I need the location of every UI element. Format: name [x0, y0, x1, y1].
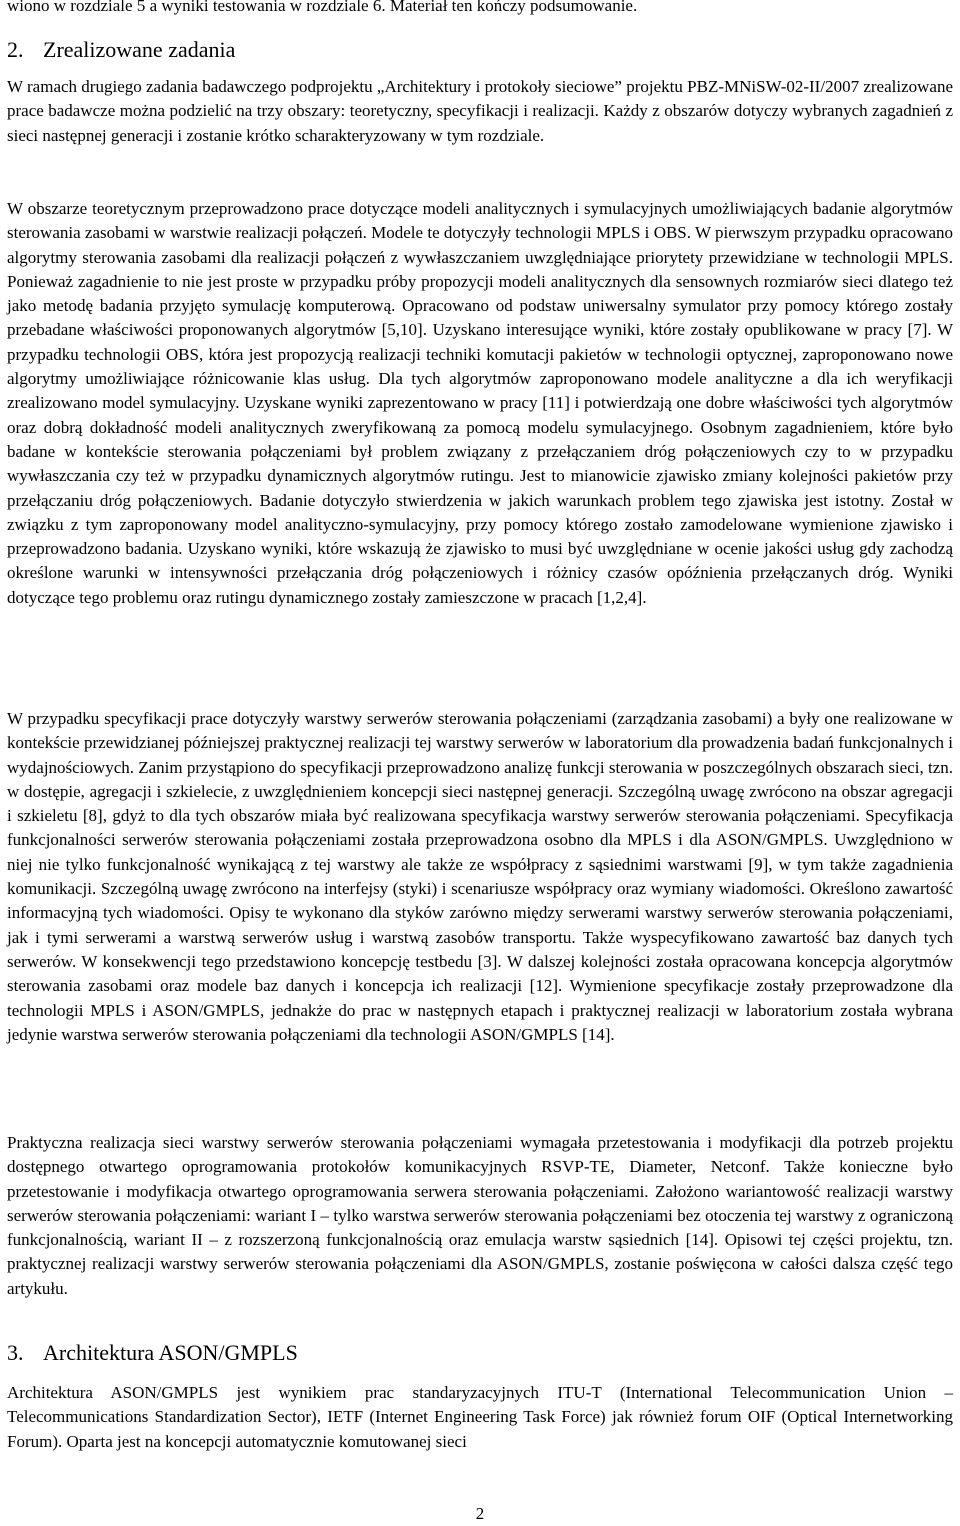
section-2-title: Zrealizowane zadania [43, 37, 236, 62]
document-page [7, 0, 953, 1526]
section-2-paragraph-4: Praktyczna realizacja sieci warstwy serwerów sterowania połączeniami wymagała przetestowania i modyfikacji dla potrzeb projektu dostępnego otwartego oprogramowania protokołów komunikacyjnych RSVP-TE, Diameter, Netconf. Także konieczne było przetestowanie i modyfikacja otwartego oprogramowania serwera sterowania połączeniami. Założono wariantowość realizacji warstwy serwerów sterowania połączeniami: wariant I – tylko warstwa serwerów sterowania połączeniami bez otoczenia tej warstwy z ograniczoną funkcjonalnością, wariant II – z rozszerzoną funkcjonalnością oraz emulacja warstw sąsiednich [14]. Opisowi tej części projektu, tzn. praktycznej realizacji warstwy serwerów sterowania połączeniami dla ASON/GMPLS, zostanie poświęcona w całości dalsza część tego artykułu. [7, 1133, 953, 1298]
continuation-paragraph: wiono w rozdziale 5 a wyniki testowania w rozdziale 6. Materiał ten kończy podsumowanie. [7, 0, 638, 15]
section-3-paragraph: Architektura ASON/GMPLS jest wynikiem prac standaryzacyjnych ITU-T (International Telecommunication Union – Telecommunications Standardization Sector), IETF (Internet Engineering Task Force) jak również forum OIF (Optical Internetworking Forum). Oparta jest na koncepcji automatycznie komutowanej sieci [7, 1383, 953, 1451]
section-2-paragraph-2: W obszarze teoretycznym przeprowadzono prace dotyczące modeli analitycznych i symulacyjnych umożliwiających badanie algorytmów sterowania zasobami w warstwie realizacji połączeń. Modele te dotyczyły technologii MPLS i OBS. W pierwszym przypadku opracowano algorytmy sterowania zasobami dla realizacji połączeń z wywłaszczaniem uwzględniające priorytety przewidziane w technologii MPLS. Ponieważ zagadnienie to nie jest proste w przypadku próby propozycji modeli analitycznych dla sensownych rozmiarów sieci dlatego też jako metodę badania przyjęto symulację komputerową. Opracowano od podstaw uniwersalny symulator przy pomocy którego zostały przebadane właściwości proponowanych algorytmów [5,10]. Uzyskano interesujące wyniki, które zostały opublikowane w pracy [7]. W przypadku technologii OBS, która jest propozycją realizacji techniki komutacji pakietów w technologii optycznej, zaproponowano nowe algorytmy umożliwiające różnicowanie klas usług. Dla tych algorytmów zaproponowano modele analityczne a dla ich weryfikacji zrealizowano model symulacyjny. Uzyskane wyniki zaprezentowano w pracy [11] i potwierdzają one dobre właściwości tych algorytmów oraz dobrą dokładność modeli analitycznych zweryfikowaną za pomocą modelu symulacyjnego. Osobnym zagadnieniem, które było badane w kontekście sterowania połączeniami był problem związany z przełączaniem dróg połączeniowych czy to w przypadku wywłaszczania czy też w przypadku dynamicznych algorytmów rutingu. Jest to mianowicie zjawisko zmiany kolejności pakietów przy przełączaniu dróg połączeniowych. Badanie dotyczyło stwierdzenia w jakich warunkach problem tego zjawiska jest istotny. Został w związku z tym zaproponowany model analityczno-symulacyjny, przy pomocy którego zostało zamodelowane wymienione zjawisko i przeprowadzono badania. Uzyskano wyniki, które wskazują że zjawisko to musi być uwzględniane w ocenie jakości usług gdy zachodzą określone warunki w intensywności przełączania dróg połączeniowych i różnicy czasów opóźnienia przełączanych dróg. Wyniki dotyczące tego problemu oraz rutingu dynamicznego zostały zamieszczone w pracach [1,2,4]. [7, 199, 953, 607]
section-3-number: 3. [7, 1340, 24, 1365]
section-2-paragraph-3: W przypadku specyfikacji prace dotyczyły warstwy serwerów sterowania połączeniami (zarządzania zasobami) a były one realizowane w kontekście przewidzianej późniejszej praktycznej realizacji tej warstwy serwerów w laboratorium dla prowadzenia badań funkcjonalnych i wydajnościowych. Zanim przystąpiono do specyfikacji przeprowadzono analizę funkcji sterowania w poszczególnych obszarach sieci, tzn. w dostępie, agregacji i szkielecie, z uwzględnieniem koncepcji sieci następnej generacji. Szczególną uwagę zwrócono na obszar agregacji i szkieletu [8], gdyż to dla tych obszarów miała być realizowana specyfikacja warstwy serwerów sterowania połączeniami. Specyfikacja funkcjonalności serwerów sterowania połączeniami została przeprowadzona osobno dla MPLS i dla ASON/GMPLS. Uwzględniono w niej nie tylko funkcjonalność wynikającą z tej warstwy ale także ze współpracy z sąsiednimi warstwami [9], w tym także zagadnienia komunikacji. Szczególną uwagę zwrócono na interfejsy (styki) i scenariusze współpracy oraz wymiany wiadomości. Określono zawartość informacyjną tych wiadomości. Opisy te wykonano dla styków zarówno między serwerami warstwy serwerów sterowania połączeniami, jak i tymi serwerami a warstwą serwerów usług i warstwą zasobów transportu. Także wyspecyfikowano zawartość baz danych tych serwerów. W konsekwencji tego przedstawiono koncepcję testbedu [3]. W dalszej kolejności została opracowana koncepcja algorytmów sterowania zasobami oraz modele baz danych i koncepcja ich realizacji [12]. Wymienione specyfikacje zostały przeprowadzone dla technologii MPLS i ASON/GMPLS, jednakże do prac w następnych etapach i praktycznej realizacji w laboratorium została wybrana jedynie warstwa serwerów sterowania połączeniami dla technologii ASON/GMPLS [14]. [7, 709, 953, 1044]
section-3-heading [7, 1340, 298, 1366]
section-2-heading [7, 37, 235, 63]
section-2-paragraph-1: W ramach drugiego zadania badawczego podprojektu „Architektury i protokoły sieciowe” projektu PBZ-MNiSW-02-II/2007 zrealizowane prace badawcze można podzielić na trzy obszary: teoretyczny, specyfikacji i realizacji. Każdy z obszarów dotyczy wybranych zagadnień z sieci następnej generacji i zostanie krótko scharakteryzowany w tym rozdziale. [7, 77, 953, 145]
section-2-number: 2. [7, 37, 24, 62]
section-3-title: Architektura ASON/GMPLS [43, 1340, 298, 1365]
page-number: 2 [475, 1504, 485, 1523]
